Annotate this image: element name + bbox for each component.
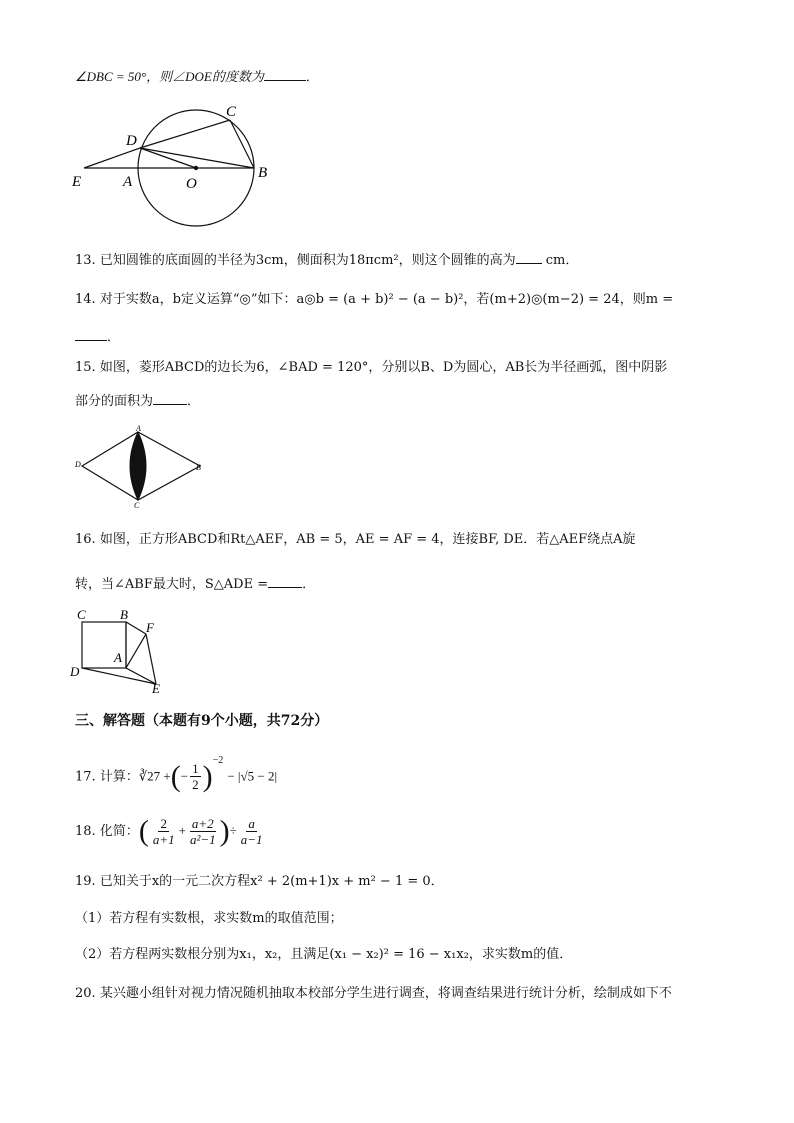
q15-number: 15. <box>75 360 96 375</box>
q17-label: 计算： <box>99 769 139 785</box>
q18 <box>75 812 267 851</box>
q17-number: 17. <box>75 769 96 785</box>
frac-num: 1 <box>192 761 199 777</box>
label-b: B <box>120 607 128 622</box>
label-a: A <box>136 424 141 433</box>
q18-frac-1 <box>151 816 177 847</box>
minus: − <box>180 768 189 784</box>
left-paren: ( <box>138 814 149 848</box>
fig16-square-triangle-diagram <box>68 604 178 696</box>
label-e: E <box>152 681 160 696</box>
center-dot <box>194 166 198 170</box>
q20-text: 某兴趣小组针对视力情况随机抽取本校部分学生进行调查，将调查结果进行统计分析，绘制成如下不 <box>99 986 672 1001</box>
label-e: E <box>72 174 82 190</box>
plus: + <box>178 823 186 838</box>
frac-den: 2 <box>192 777 199 793</box>
q17 <box>75 755 277 795</box>
label-o: O <box>186 176 197 192</box>
q16-text-line2: 转，当∠ABF最大时，S△ADE = <box>75 577 269 592</box>
label-d: D <box>75 460 81 469</box>
q15 <box>75 358 667 378</box>
answer-blank <box>268 573 302 588</box>
label-d: D <box>126 133 137 149</box>
line-d-e <box>82 668 156 684</box>
q19-text: 已知关于x的一元二次方程x² + 2(m+1)x + m² − 1 = 0． <box>99 874 444 889</box>
label-b: B <box>196 463 201 472</box>
label-f: F <box>146 620 154 635</box>
frac-num: a+2 <box>191 816 214 831</box>
frac-den: a−1 <box>240 832 263 847</box>
q17-exponent: −2 <box>212 755 224 766</box>
answer-blank <box>153 390 187 405</box>
frac-den: a²−1 <box>189 832 216 847</box>
q14-number: 14. <box>75 292 96 307</box>
fig15-rhombus-diagram <box>72 424 212 514</box>
q15-text-line2: 部分的面积为 <box>75 394 154 409</box>
q16-line2 <box>75 573 315 595</box>
label-c: C <box>77 607 86 622</box>
divide-sign: ÷ <box>229 823 237 838</box>
line-e-d <box>84 148 140 168</box>
period: ． <box>187 394 201 409</box>
q13-text: 已知圆锥的底面圆的半径为3cm，侧面积为18πcm²，则这个圆锥的高为 <box>99 253 516 268</box>
q19 <box>75 872 444 892</box>
q14 <box>75 290 673 310</box>
q13-unit: cm <box>545 253 566 268</box>
q20 <box>75 984 672 1004</box>
q17-expr-a: ∛27 + <box>138 768 171 784</box>
q20-number: 20. <box>75 986 96 1001</box>
q19-part1: （1）若方程有实数根，求实数m的取值范围； <box>75 911 343 926</box>
answer-blank <box>75 326 107 341</box>
period: ． <box>107 330 121 345</box>
shaded-lens <box>130 432 146 500</box>
line-c-b <box>230 120 254 168</box>
label-c: C <box>226 104 237 120</box>
label-d: D <box>70 664 80 679</box>
left-paren: ( <box>170 759 181 793</box>
q17-fraction <box>190 761 201 792</box>
section-3-heading: 三、解答题（本题有9个小题，共72分） <box>75 713 329 729</box>
answer-blank <box>516 249 542 264</box>
q16-number: 16. <box>75 532 96 547</box>
q16-text-line1: 如图，正方形ABCD和Rt△AEF，AB = 5，AE = AF = 4，连接BF, DE．若△AEF绕点A旋 <box>99 532 636 547</box>
q18-label: 化简： <box>99 824 139 839</box>
answer-blank <box>264 66 306 81</box>
frac-num: a <box>248 816 255 831</box>
line-d-o <box>140 148 196 168</box>
q18-frac-3 <box>239 816 265 847</box>
q12-text: ∠DBC = 50°，则∠DOE的度数为 <box>75 69 264 84</box>
q14-line2 <box>75 326 120 348</box>
q19-part2: （2）若方程两实数根分别为x₁，x₂，且满足(x₁ − x₂)² = 16 − x₁x₂，求实数m的值． <box>75 947 573 962</box>
line-d-c <box>140 120 230 148</box>
q17-expr-b: − |√5 − 2| <box>227 768 278 784</box>
q14-text: 对于实数a，b定义运算“◎”如下：a◎b = (a + b)² − (a − b)²，若(m+2)◎(m−2) = 24，则m = <box>99 292 674 307</box>
q16 <box>75 530 636 550</box>
label-a: A <box>123 174 133 190</box>
label-b: B <box>258 165 268 181</box>
right-paren: ) <box>219 814 230 848</box>
q15-text-line1: 如图，菱形ABCD的边长为6，∠BAD = 120°，分别以B、D为圆心，AB长为半径画弧，图中阴影 <box>99 360 668 375</box>
q18-number: 18. <box>75 824 96 839</box>
period: ． <box>565 253 579 268</box>
line-f-e <box>146 634 156 684</box>
line-b-f <box>126 622 146 634</box>
q18-frac-2 <box>188 816 218 847</box>
q15-line2 <box>75 390 200 412</box>
label-a: A <box>114 650 122 665</box>
q19-number: 19. <box>75 874 96 889</box>
q13-number: 13. <box>75 253 96 268</box>
line-a-f <box>126 634 146 668</box>
frac-num: 2 <box>160 816 167 831</box>
frac-den: a+1 <box>152 832 175 847</box>
label-c: C <box>134 501 140 510</box>
period: ． <box>305 70 319 85</box>
q12-tail-line <box>75 66 319 88</box>
q13 <box>75 249 578 271</box>
period: ． <box>302 577 316 592</box>
right-paren: ) <box>202 759 213 793</box>
fig12-circle-diagram <box>66 98 286 238</box>
line-d-b <box>140 148 254 168</box>
